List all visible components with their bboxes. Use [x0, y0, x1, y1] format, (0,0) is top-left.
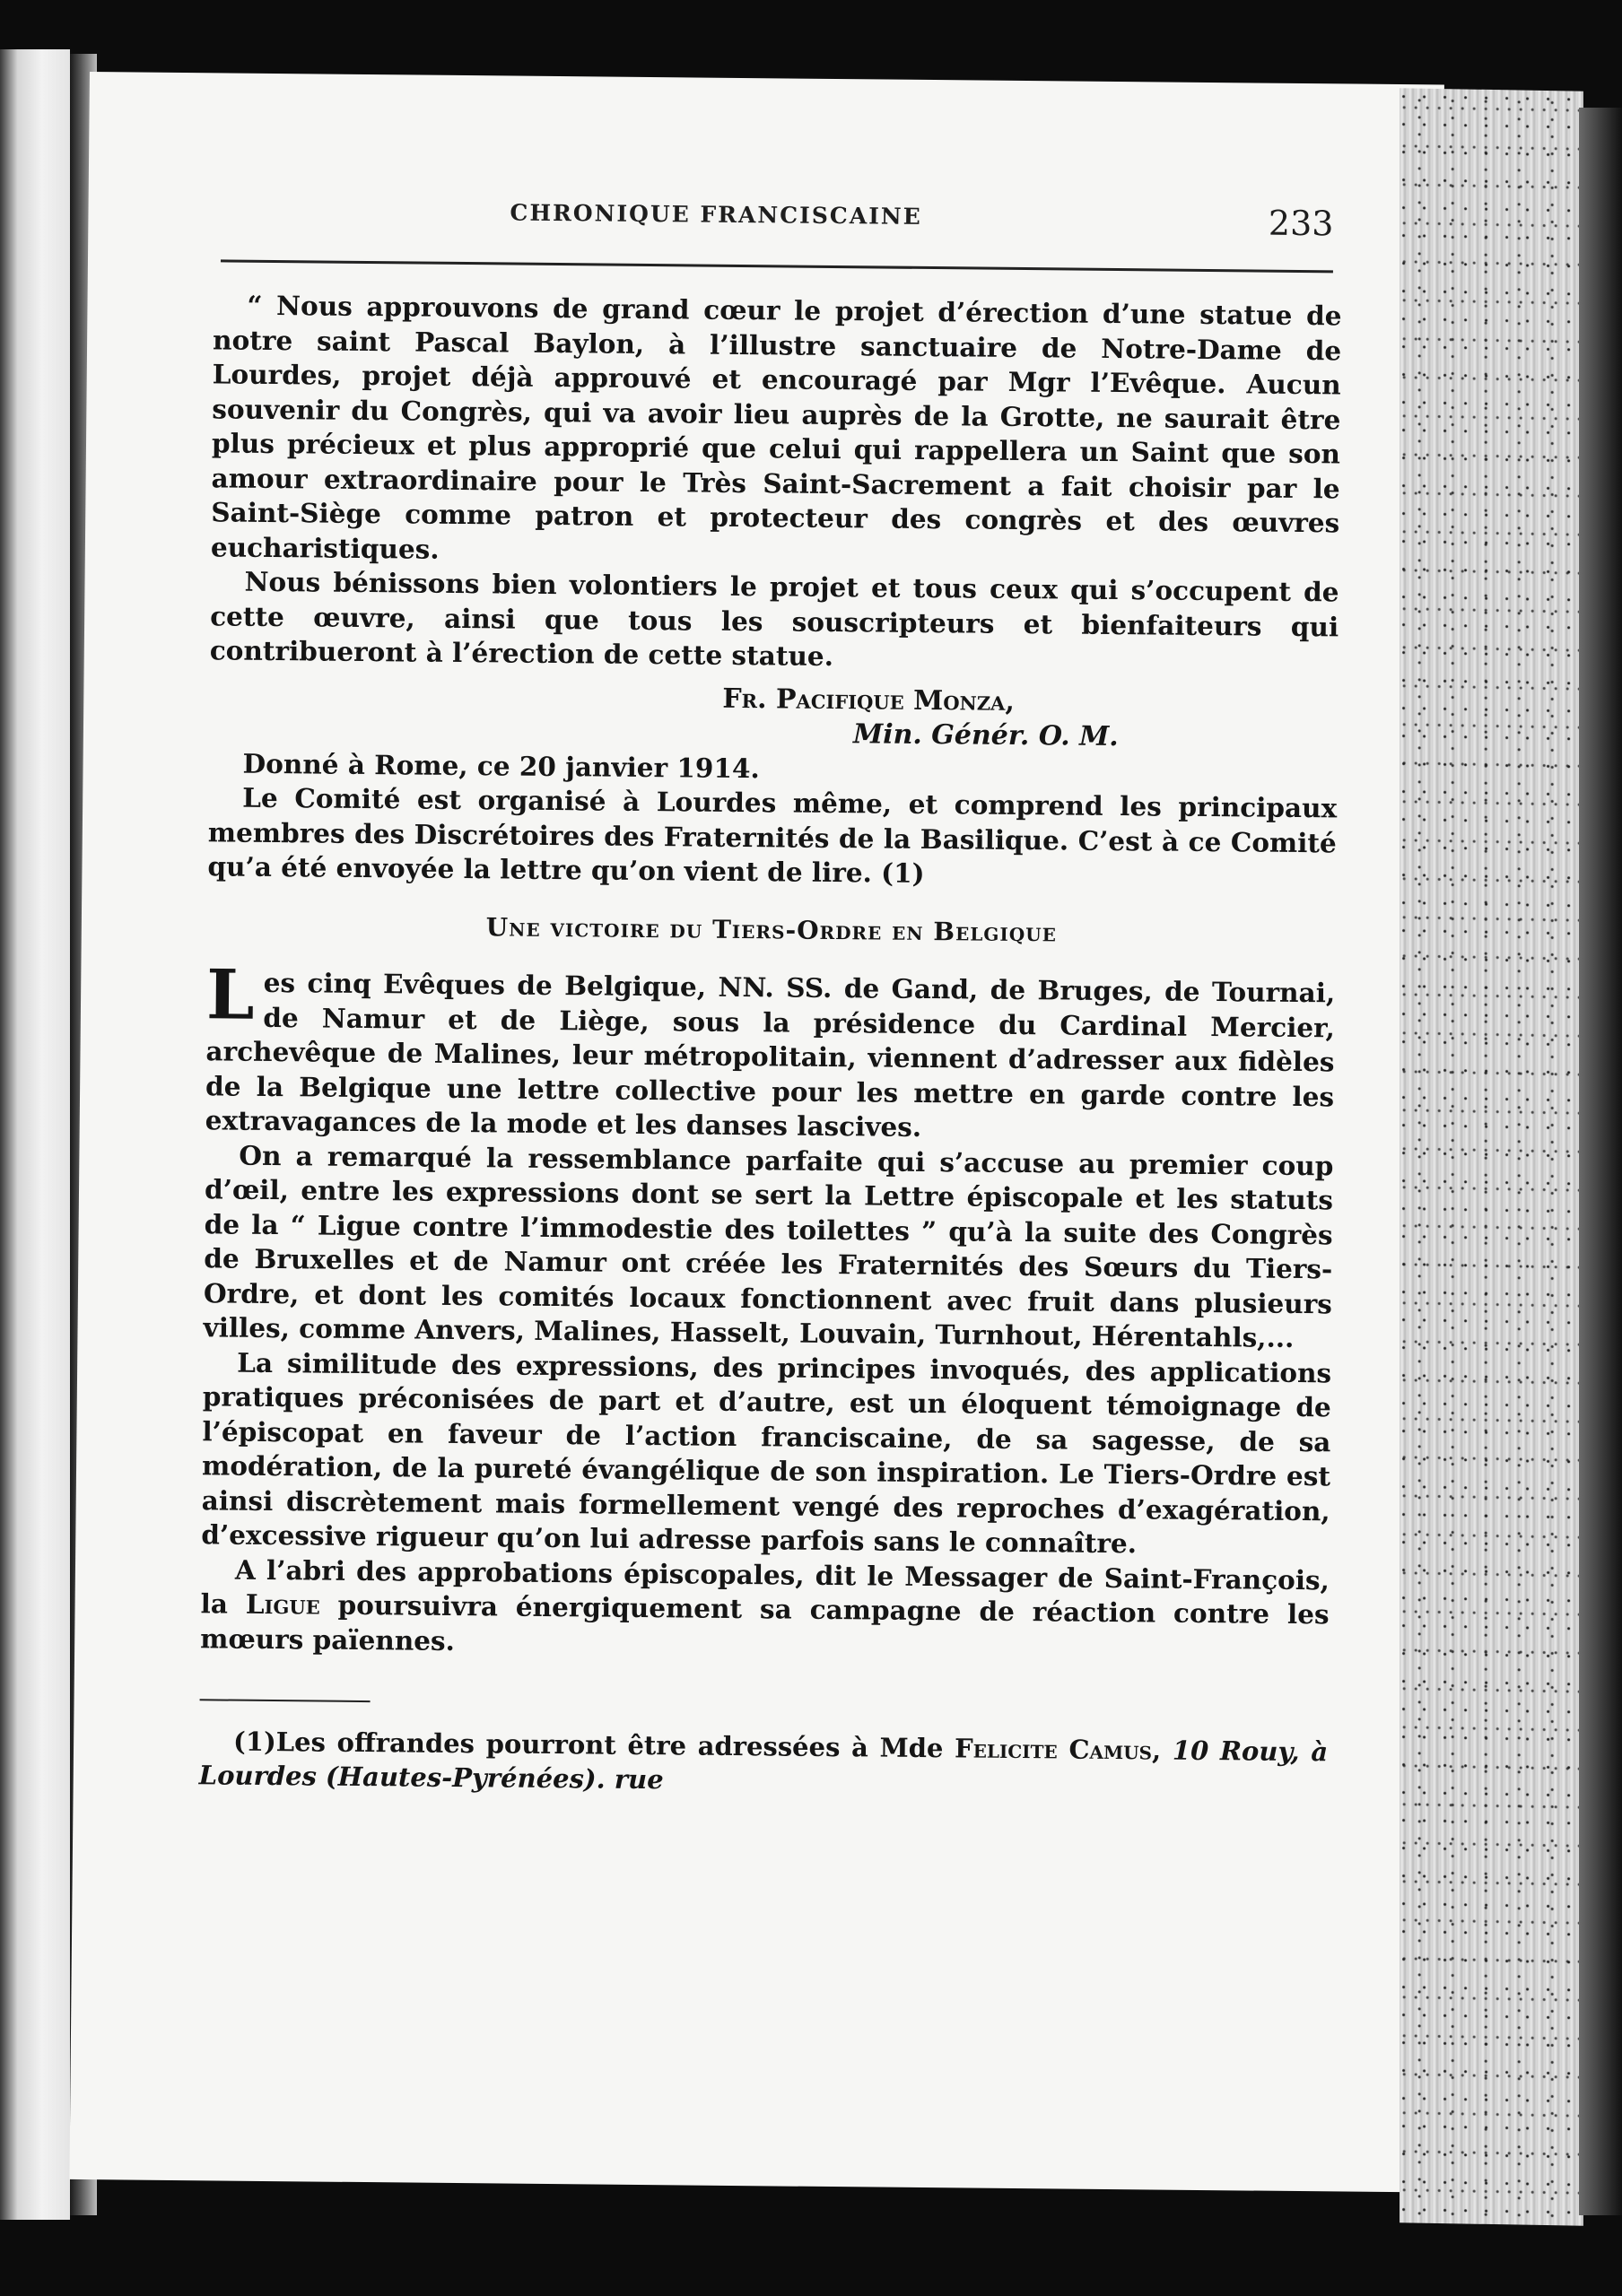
footnote-name: Felicite Camus,: [954, 1733, 1162, 1766]
page-number: 233: [1268, 203, 1334, 244]
section-paragraph-4: [200, 1552, 1330, 1667]
footnote-marker: (1): [232, 1726, 276, 1758]
page-block-edge: [1400, 88, 1583, 2226]
dateline: Donné à Rome, ce 20 janvier 1914.: [242, 747, 760, 784]
ligue-word: Ligue: [245, 1587, 320, 1621]
section-paragraph-4-end: poursuivra énergiquement sa campagne de réaction contre les mœurs païennes.: [200, 1588, 1330, 1657]
letter-paragraph-1: “ Nous approuvons de grand cœur le projet d’érection d’une statue de notre saint Pascal Baylon, à l’illustre sanctuaire de Notre-Dame de Lourdes, projet déjà approuvé et encouragé par Mgr l’Evêque. Aucun souvenir du Congrès, qui va avoir lieu auprès de la Grotte, ne saurait être plus précieux et plus approprié que celui qui rappellera un Saint que son amour extraordinaire pour le Très Saint-Sacrement a fait choisir par le Saint-Siège comme patron et protecteur des congrès et des œuvres eucharistiques.: [210, 289, 1342, 565]
letter-paragraph-2: Nous bénissons bien volontiers le projet et tous ceux qui s’occupent de cette œuvre, ainsi que tous les souscripteurs et bienfaiteurs qui contribueront à l’érection de cette statue.: [209, 565, 1339, 672]
dropcap-letter: L: [205, 954, 255, 1035]
signature-title: Min. Génér. O. M.: [852, 718, 1119, 753]
section-paragraph-1: [205, 954, 1336, 1149]
footnote: [199, 1724, 1329, 1803]
footnote-address: 10 Rouy, à Lourdes (Hautes-Pyrénées). rue: [198, 1735, 1329, 1796]
book-edge-shadow: [1579, 108, 1622, 2215]
section-paragraph-2: On a remarqué la ressemblance parfaite qui s’accuse au premier coup d’œil, entre les expressions dont se sert la Lettre épiscopale et les statuts de la “ Ligue contre l’immodestie des toilettes ” qu’à la suite des Congrès de Bruxelles et de Namur ont créée les Fraternités des Sœurs du Tiers-Ordre, et dont les comités locaux fonctionnent avec fruit dans plusieurs villes, comme Anvers, Malines, Hasselt, Louvain, Turnhout, Hérentahls,...: [203, 1139, 1334, 1353]
section-paragraph-4-start: A l’abri des approbations épiscopales, dit le Messager de Saint-François, la: [200, 1553, 1330, 1620]
running-header: [88, 199, 1443, 265]
running-title: CHRONIQUE FRANCISCAINE: [510, 199, 922, 230]
book-page: [69, 72, 1443, 2192]
footnote-text: Les offrandes pourront être adressées à Mde: [275, 1726, 955, 1764]
page-body: [199, 288, 1342, 1803]
signature-name: Fr. Pacifique Monza,: [722, 683, 1016, 718]
left-facing-page-edge: [0, 49, 70, 2220]
section-title: Une victoire du Tiers-Ordre en Belgique: [485, 911, 1058, 947]
comite-paragraph: Le Comité est organisé à Lourdes même, et comprend les principaux membres des Discrétoires des Fraternités de la Basilique. C’est à ce Comité qu’a été envoyée la lettre qu’on vient de lire. (1): [207, 781, 1338, 889]
footnote-rule: [200, 1699, 371, 1702]
section-paragraph-3: La similitude des expressions, des principes invoqués, des applications pratiques préconisées de part et d’autre, est un éloquent témoignage de l’épiscopat en faveur de l’action franciscaine, de sa sagesse, de sa modération, de la pureté évangélique de son inspiration. Le Tiers-Ordre est ainsi discrètement mais formellement vengé des reproches d’exagération, d’excessive rigueur qu’on lui adresse parfois sans le connaître.: [201, 1346, 1332, 1560]
section-paragraph-1-text: es cinq Evêques de Belgique, NN. SS. de Gand, de Bruges, de Tournai, de Namur et de Liège, sous la présidence du Cardinal Mercier, archevêque de Malines, leur métropolitain, viennent d’adresser aux fidèles de la Belgique une lettre collective pour les mettre en garde contre les extravagances de la mode et les danses lascives.: [205, 966, 1336, 1143]
